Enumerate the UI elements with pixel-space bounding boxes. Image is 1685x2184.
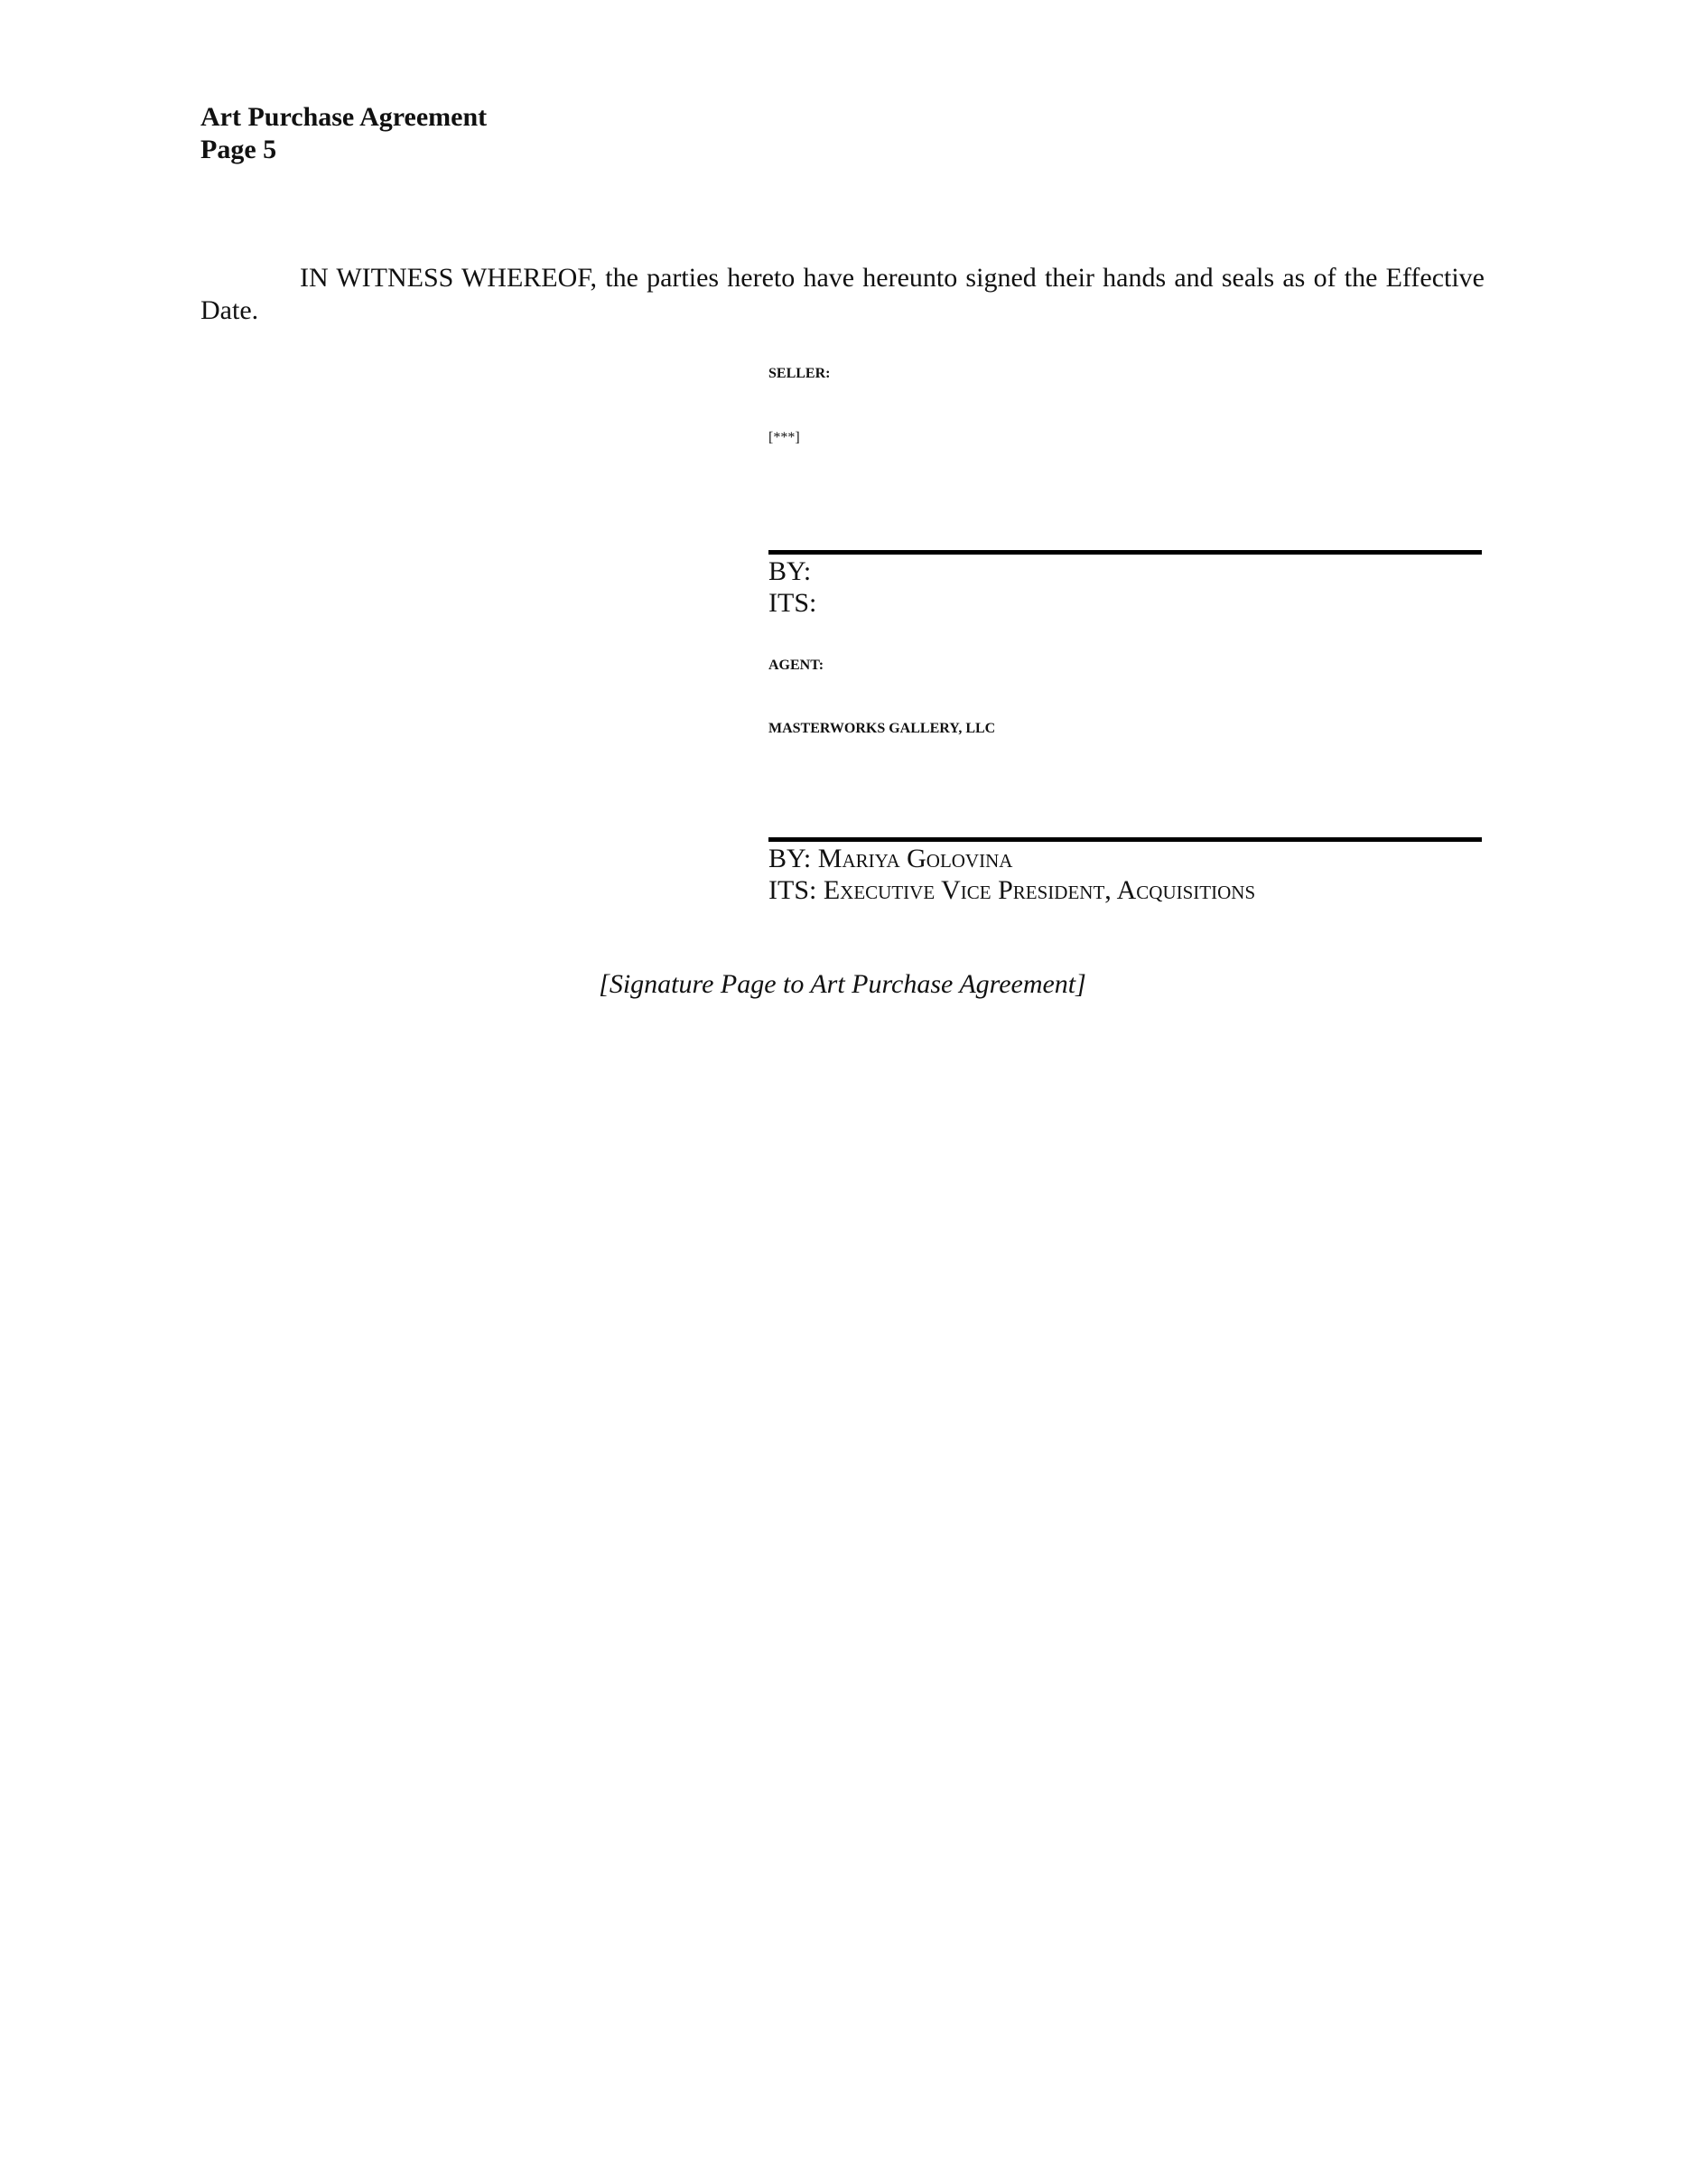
agent-by-field: [768, 843, 1012, 874]
agent-label: AGENT:: [768, 658, 824, 673]
seller-its-label: ITS:: [768, 588, 817, 618]
seller-by-label: BY:: [768, 556, 812, 586]
agent-by-value: Mariya Golovina: [817, 844, 1013, 873]
seller-name: [***]: [768, 430, 800, 445]
agent-its-value: Executive Vice President, Acquisitions: [823, 875, 1256, 905]
seller-its-field: [768, 587, 816, 619]
witness-clause: IN WITNESS WHEREOF, the parties hereto have hereunto signed their hands and seals as of the Effective Date.: [200, 263, 1485, 325]
page-number: Page 5: [200, 135, 277, 164]
agent-by-label: BY:: [768, 844, 812, 873]
page-header: [200, 101, 487, 166]
agent-signature-line: [768, 837, 1482, 842]
seller-signature-line: [768, 550, 1482, 555]
agent-its-field: [768, 874, 1255, 906]
seller-label: SELLER:: [768, 366, 831, 381]
document-title: Art Purchase Agreement: [200, 102, 488, 132]
seller-by-field: [768, 555, 811, 587]
signature-page-caption: [Signature Page to Art Purchase Agreement]: [599, 969, 1086, 999]
agent-name: MASTERWORKS GALLERY, LLC: [768, 721, 996, 736]
agent-its-label: ITS:: [768, 875, 817, 905]
